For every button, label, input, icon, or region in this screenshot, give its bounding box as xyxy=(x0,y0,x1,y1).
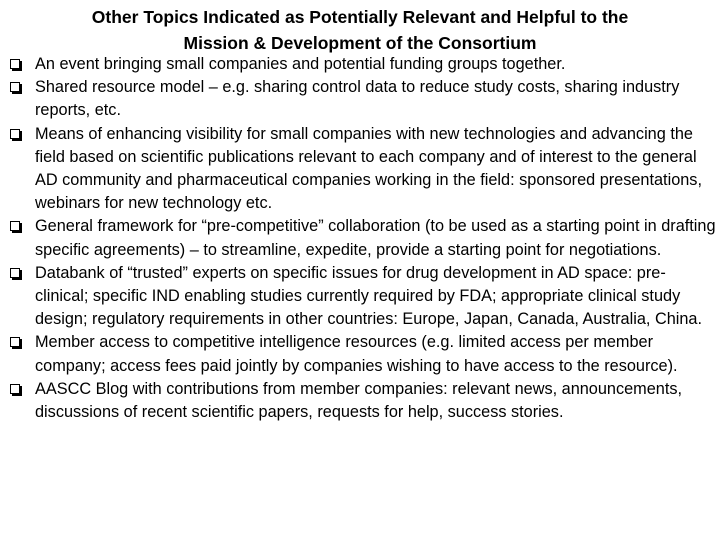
bullet-item-2 xyxy=(8,76,716,122)
checkbox-bullet-icon xyxy=(10,129,20,139)
bullet-text-5: Databank of “trusted” experts on specific issues for drug development in AD space: pre-clinical; specific IND enabling studies currently required by FDA; appropriate clinical study design; regulatory requirements in other countries: Europe, Japan, Canada, Australia, China. xyxy=(35,263,703,329)
bullet-text-1: An event bringing small companies and potential funding groups together. xyxy=(35,55,566,73)
checkbox-bullet-icon xyxy=(10,337,20,347)
bullet-text-3: Means of enhancing visibility for small companies with new technologies and advancing the field based on scientific publications relevant to each company and of interest to the general AD community and pharmaceutical companies working in the field: sponsored presentations, webinars for new technology etc. xyxy=(35,124,702,213)
bullet-item-3 xyxy=(8,123,716,216)
bullet-item-1 xyxy=(8,53,716,76)
checkbox-bullet-icon xyxy=(10,384,20,394)
bullet-text-2: Shared resource model – e.g. sharing control data to reduce study costs, sharing industry reports, etc. xyxy=(35,78,680,120)
checkbox-bullet-icon xyxy=(10,221,20,231)
checkbox-bullet-icon xyxy=(10,268,20,278)
bullet-item-4 xyxy=(8,215,716,261)
bullet-item-7 xyxy=(8,378,716,424)
bullet-text-4: General framework for “pre-competitive” collaboration (to be used as a starting point in drafting specific agreements) – to streamline, expedite, provide a starting point for negotiations. xyxy=(35,217,716,259)
bullet-text-7: AASCC Blog with contributions from member companies: relevant news, announcements, discussions of recent scientific papers, requests for help, success stories. xyxy=(35,379,683,422)
bullet-text-6: Member access to competitive intelligence resources (e.g. limited access per member company; access fees paid jointly by companies wishing to have access to the resource). xyxy=(35,333,678,375)
bullet-list xyxy=(8,53,716,424)
bullet-item-5 xyxy=(8,262,716,332)
slide-title-line-1: Other Topics Indicated as Potentially Relevant and Helpful to the xyxy=(91,7,629,27)
checkbox-bullet-icon xyxy=(10,82,20,92)
slide-title xyxy=(20,4,700,56)
bullet-item-6 xyxy=(8,331,716,377)
slide-title-line-2: Mission & Development of the Consortium xyxy=(183,33,537,53)
checkbox-bullet-icon xyxy=(10,59,20,69)
